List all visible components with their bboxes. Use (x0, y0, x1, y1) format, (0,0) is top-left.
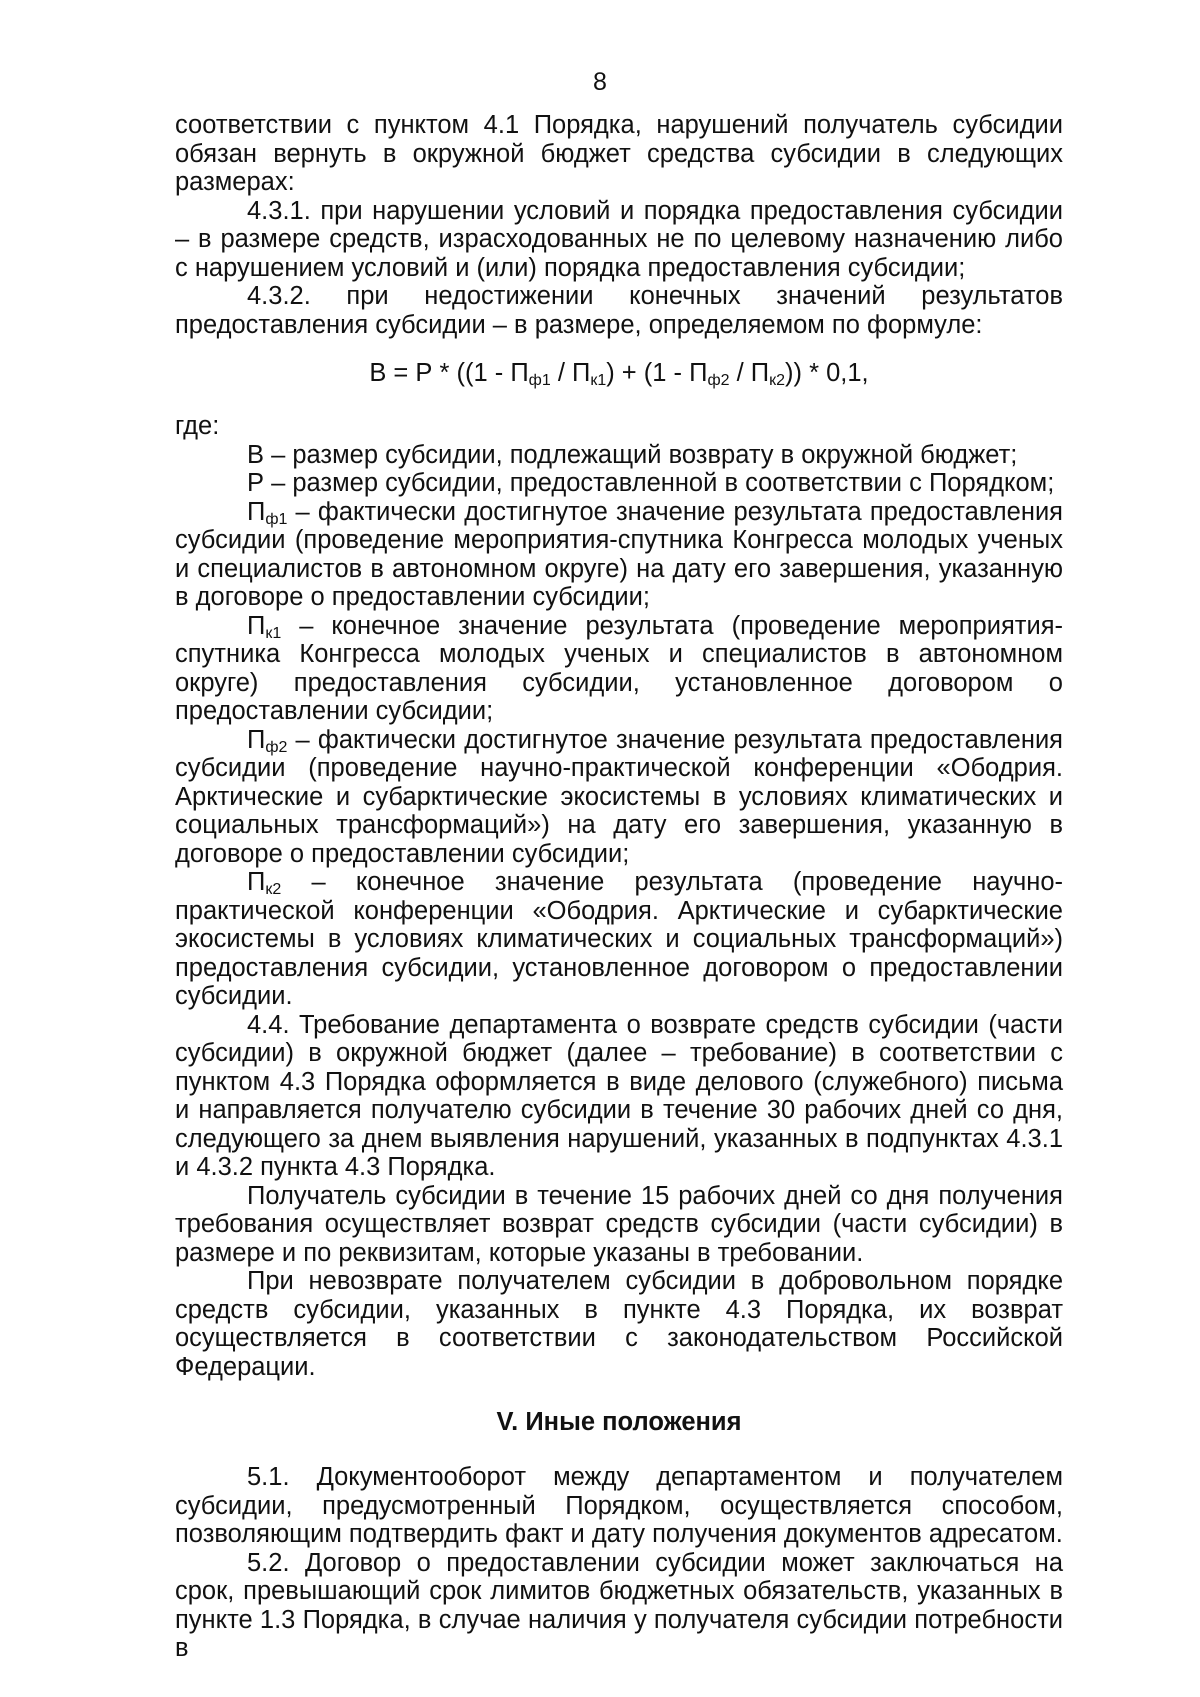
definition-text: – фактически достигнутое значение результата предоставления субсидии (проведение научно-практической конференции «Ободрия. Арктические и субарктические экосистемы в условиях климатических и социальных трансформаций») на дату его завершения, указанную в договоре о предоставлении субсидии; (175, 725, 1063, 868)
refund-formula (175, 358, 1063, 388)
formula-part: / П (550, 359, 591, 387)
paragraph-non-refund: При невозврате получателем субсидии в добровольном порядке средств субсидии, указанных в пункте 4.3 Порядка, их возврат осуществляется в соответствии с законодательством Российской Федерации. (175, 1267, 1063, 1381)
symbol: П (247, 868, 266, 896)
paragraph-5-1: 5.1. Документооборот между департаментом и получателем субсидии, предусмотренный Порядком, осуществляется способом, позволяющим подтвердить факт и дату получения документов адресатом. (175, 1463, 1063, 1548)
definition-pk2 (175, 868, 1063, 1011)
section-heading: V. Иные положения (496, 1408, 742, 1436)
formula-part: В = Р * ((1 - П (369, 359, 529, 387)
document-body (175, 111, 1063, 1663)
paragraph-continuation: соответствии с пунктом 4.1 Порядка, нарушений получатель субсидии обязан вернуть в окружной бюджет средства субсидии в следующих размерах: (175, 111, 1063, 196)
paragraph-4-3-1: 4.3.1. при нарушении условий и порядка предоставления субсидии – в размере средств, израсходованных не по целевому назначению либо с нарушением условий и (или) порядка предоставления субсидии; (175, 196, 1063, 282)
symbol-subscript: ф2 (265, 738, 288, 756)
formula-part: )) * 0,1, (785, 359, 869, 387)
page-number: 8 (593, 68, 607, 96)
formula-part: / П (729, 359, 770, 387)
definition-b: В – размер субсидии, подлежащий возврату в окружной бюджет; (247, 440, 1018, 469)
paragraph-5-2: 5.2. Договор о предоставлении субсидии может заключаться на срок, превышающий срок лимитов бюджетных обязательств, указанных в пункте 1.3 Порядка, в случае наличия у получателя субсидии потребности в (175, 1548, 1063, 1662)
symbol: П (247, 611, 266, 640)
definition-pf1 (175, 498, 1063, 612)
paragraph-4-4: 4.4. Требование департамента о возврате средств субсидии (части субсидии) в окружной бюджет (далее – требование) в соответствии с пунктом 4.3 Порядка оформляется в виде делового (служебного) письма и направляется получателю субсидии в течение 30 рабочих дней со дня, следующего за днем выявления нарушений, указанных в подпунктах 4.3.1 и 4.3.2 пункта 4.3 Порядка. (175, 1010, 1063, 1181)
definition-pk1 (175, 612, 1063, 726)
formula-subscript: ф2 (707, 372, 730, 389)
symbol: П (247, 497, 266, 526)
formula-subscript: к2 (769, 372, 786, 389)
definition-text: – конечное значение результата (проведение мероприятия-спутника Конгресса молодых ученых и специалистов в автономном округе) предоставления субсидии, установленное договором о предоставлении субсидии; (175, 611, 1063, 725)
definition-text: – конечное значение результата (проведение научно-практической конференции «Ободрия. Арктические и субарктические экосистемы в условиях климатических и социальных трансформаций») предоставления субсидии, установленное договором о предоставлении субсидии. (175, 868, 1063, 1010)
paragraph-4-3-2: 4.3.2. при недостижении конечных значений результатов предоставления субсидии – в размере, определяемом по формуле: (175, 282, 1063, 339)
definition-text: – фактически достигнутое значение результата предоставления субсидии (проведение мероприятия-спутника Конгресса молодых ученых и специалистов в автономном округе) на дату его завершения, указанную в договоре о предоставлении субсидии; (175, 497, 1063, 611)
where-label: где: (175, 412, 220, 440)
symbol-subscript: к1 (265, 624, 282, 642)
formula-subscript: ф1 (528, 372, 551, 389)
symbol: П (247, 725, 266, 754)
definition-pf2 (175, 726, 1063, 869)
definition-r: Р – размер субсидии, предоставленной в соответствии с Порядком; (247, 469, 1055, 497)
symbol-subscript: ф1 (265, 510, 288, 528)
formula-subscript: к1 (590, 372, 607, 389)
paragraph-refund-term: Получатель субсидии в течение 15 рабочих дней со дня получения требования осуществляет возврат средств субсидии (части субсидии) в размере и по реквизитам, которые указаны в требовании. (175, 1181, 1063, 1267)
formula-part: ) + (1 - П (606, 359, 708, 387)
symbol-subscript: к2 (265, 881, 282, 898)
